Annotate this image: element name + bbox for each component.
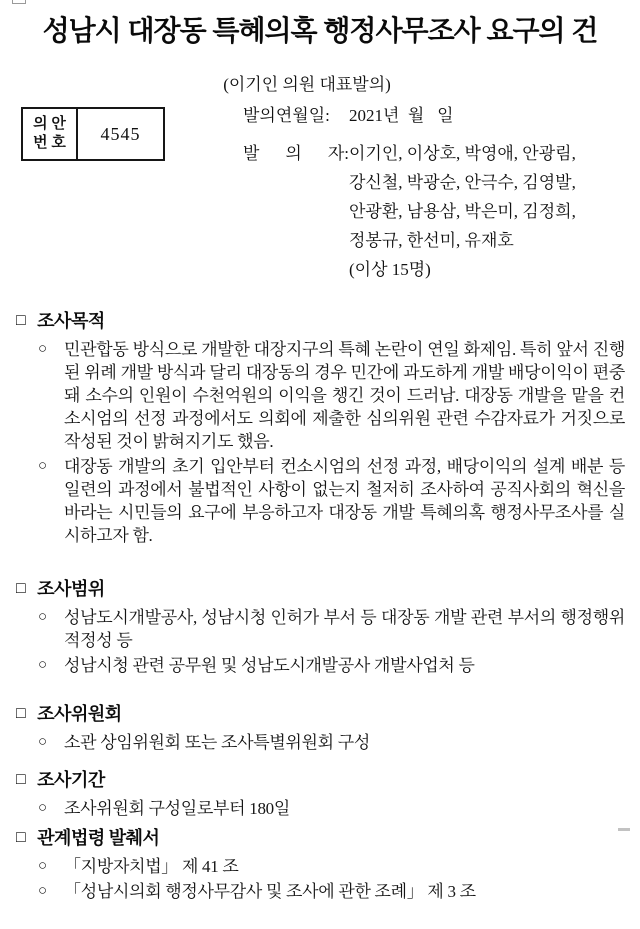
circle-bullet-icon: ○: [38, 657, 48, 673]
circle-bullet-icon: ○: [38, 858, 48, 874]
section-heading: [16, 827, 625, 849]
proposers-label: 발 의 자:: [243, 144, 349, 163]
proposers-count: (이상 15명): [349, 260, 431, 279]
document-body: [16, 0, 625, 929]
section-heading: [16, 310, 625, 332]
section-heading: [16, 578, 625, 600]
circle-bullet-icon: ○: [38, 341, 48, 357]
proposers-names-line: 강신철, 박광순, 안극수, 김영발,: [349, 173, 576, 192]
item-text: 조사위원회 구성일로부터 180일: [64, 799, 290, 818]
circle-bullet-icon: ○: [38, 883, 48, 899]
section-items: [16, 338, 625, 547]
item-text: 민관합동 방식으로 개발한 대장지구의 특혜 논란이 연일 화제임. 특히 앞서 진행된 위례 개발 방식과 달리 대장동의 경우 민간에 과도하게 개발 배당이익이 편중돼 소수의 인원이 수천억원의 이익을 챙긴 것이 드러남. 대장동 개발을 맡을 컨소시엄의 선정 과정에서도 의회에 제출한 심의위원 관련 수감자료가 거짓으로 작성된 것이 밝혀지기도 했음.: [64, 340, 625, 451]
proposers-names-line: 정봉규, 한선미, 유재호: [349, 231, 514, 250]
section-investigation-purpose: [16, 310, 625, 547]
proposal-date-value: 2021년 월 일: [349, 106, 454, 125]
circle-bullet-icon: ○: [38, 609, 48, 625]
list-item: [38, 455, 625, 547]
section-items: [16, 606, 625, 677]
list-item: [38, 880, 625, 903]
item-text: 「성남시의회 행정사무감사 및 조사에 관한 조례」 제 3 조: [64, 882, 476, 901]
list-item: [38, 338, 625, 453]
square-marker-icon: □: [16, 829, 26, 846]
section-items: [16, 731, 625, 754]
document-title: 성남시 대장동 특혜의혹 행정사무조사 요구의 건: [42, 15, 598, 46]
section-heading: [16, 703, 625, 725]
circle-bullet-icon: ○: [38, 458, 48, 474]
list-item: [38, 797, 625, 820]
bill-number-value: 4545: [100, 123, 141, 144]
bill-number-label-line1: 의 안: [33, 116, 66, 132]
representative-proposer-note: (이기인 의원 대표발의): [223, 75, 391, 94]
square-marker-icon: □: [16, 580, 26, 597]
section-investigation-committee: [16, 703, 625, 754]
section-heading-text: 조사위원회: [37, 704, 122, 724]
section-heading-text: 조사범위: [37, 579, 105, 599]
proposers-names-line: 이기인, 이상호, 박영애, 안광림,: [349, 144, 576, 163]
list-item: [38, 654, 625, 677]
item-text: 성남시청 관련 공무원 및 성남도시개발공사 개발사업처 등: [64, 656, 475, 675]
circle-bullet-icon: ○: [38, 734, 48, 750]
section-items: [16, 797, 625, 820]
section-heading-text: 조사목적: [37, 311, 105, 331]
section-heading-text: 조사기간: [37, 770, 105, 790]
item-text: 「지방자치법」 제 41 조: [64, 857, 239, 876]
list-item: [38, 731, 625, 754]
proposal-date-label: 발의연월일:: [243, 106, 330, 125]
list-item: [38, 606, 625, 652]
section-heading-text: 관계법령 발췌서: [37, 828, 160, 848]
section-investigation-period: [16, 769, 625, 820]
square-marker-icon: □: [16, 705, 26, 722]
square-marker-icon: □: [16, 771, 26, 788]
circle-bullet-icon: ○: [38, 800, 48, 816]
item-text: 대장동 개발의 초기 입안부터 컨소시엄의 선정 과정, 배당이익의 설계 배분 등 일련의 과정에서 불법적인 사항이 없는지 철저히 조사하여 공직사회의 혁신을 바라는 시민들의 요구에 부응하고자 대장동 개발 특혜의혹 행정사무조사를 실시하고자 함.: [64, 457, 625, 545]
bill-number-label-line2: 번 호: [33, 135, 66, 151]
section-heading: [16, 769, 625, 791]
section-items: [16, 855, 625, 903]
section-investigation-scope: [16, 578, 625, 677]
item-text: 성남도시개발공사, 성남시청 인허가 부서 등 대장동 개발 관련 부서의 행정행위 적정성 등: [64, 608, 625, 650]
proposers-names-line: 안광환, 남용삼, 박은미, 김정희,: [349, 202, 576, 221]
list-item: [38, 855, 625, 878]
item-text: 소관 상임위원회 또는 조사특별위원회 구성: [64, 733, 370, 752]
section-related-laws: [16, 827, 625, 903]
square-marker-icon: □: [16, 312, 26, 329]
